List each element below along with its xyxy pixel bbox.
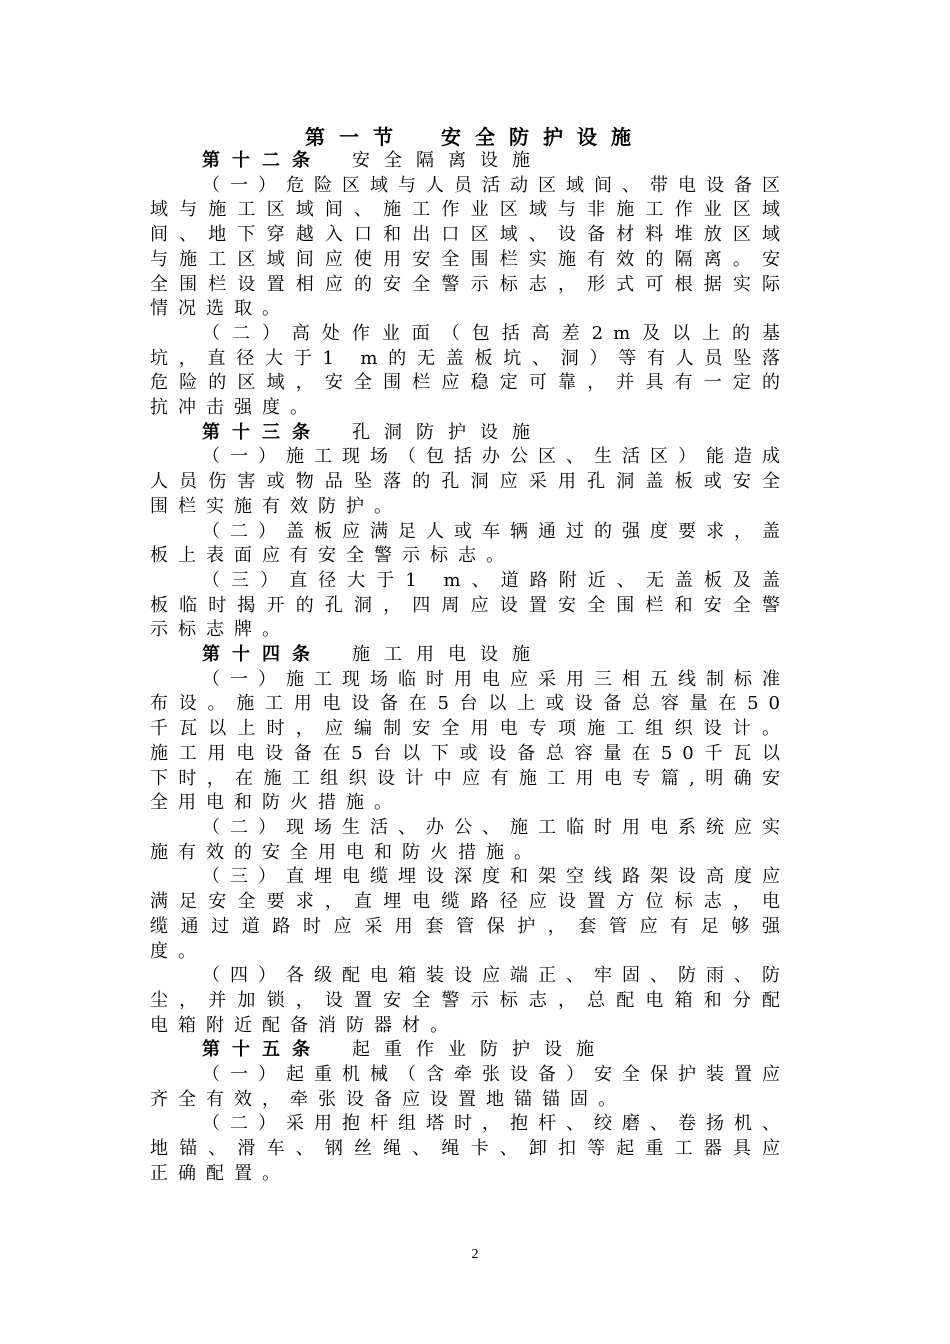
article-number: 第十五条 [202,1039,322,1061]
article-title: 起重作业防护设施 [352,1039,608,1061]
article-number: 第十三条 [202,421,322,443]
document-body [150,149,790,1187]
paragraph: （一）施工现场（包括办公区、生活区）能造成人员伤害或物品坠落的孔洞应采用孔洞盖板或安全围栏实施有效防护。 [150,446,790,517]
article-title: 孔洞防护设施 [352,421,544,443]
article-heading [150,149,790,174]
article-title: 安全隔离设施 [352,150,544,171]
paragraph: （三）直埋电缆埋设深度和架空线路架设高度应满足安全要求，直埋电缆路径应设置方位标志，电缆通过道路时应采用套管保护，套管应有足够强度。 [150,866,790,962]
paragraph: （四）各级配电箱装设应端正、牢固、防雨、防尘，并加锁，设置安全警示标志，总配电箱和分配电箱附近配备消防器材。 [150,965,790,1036]
article-title: 施工用电设施 [352,644,544,666]
article-heading [150,1038,790,1063]
paragraph: （二）现场生活、办公、施工临时用电系统应实施有效的安全用电和防火措施。 [150,816,790,863]
page-number: 2 [471,1247,479,1262]
section-title: 第一节 安全防护设施 [305,125,645,149]
paragraph: （一）施工现场临时用电应采用三相五线制标准布设。施工用电设备在5台以上或设备总容量在50千瓦以上时，应编制安全用电专项施工组织设计。施工用电设备在5台以下或设备总容量在50千瓦以下时，在施工组织设计中应有施工用电专篇,明确安全用电和防火措施。 [150,668,790,814]
article-number: 第十四条 [202,644,322,666]
article-number: 第十二条 [202,150,322,171]
paragraph: （一）危险区域与人员活动区域间、带电设备区域与施工区域间、施工作业区域与非施工作业区域间、地下穿越入口和出口区域、设备材料堆放区域与施工区域间应使用安全围栏实施有效的隔离。安全围栏设置相应的安全警示标志，形式可根据实际情况选取。 [150,174,790,320]
paragraph: （二）盖板应满足人或车辆通过的强度要求，盖板上表面应有安全警示标志。 [150,520,790,567]
paragraph: （二）采用抱杆组塔时，抱杆、绞磨、卷扬机、地锚、滑车、钢丝绳、绳卡、卸扣等起重工器具应正确配置。 [150,1113,790,1184]
paragraph: （一）起重机械（含牵张设备）安全保护装置应齐全有效，牵张设备应设置地锚锚固。 [150,1064,790,1110]
article-heading [150,421,790,446]
article-heading [150,643,790,668]
paragraph: （二）高处作业面（包括高差2m及以上的基坑，直径大于1 m的无盖板坑、洞）等有人员坠落危险的区域，安全围栏应稳定可靠，并具有一定的抗冲击强度。 [150,322,790,419]
paragraph: （三）直径大于1 m、道路附近、无盖板及盖板临时揭开的孔洞，四周应设置安全围栏和安全警示标志牌。 [150,569,790,641]
